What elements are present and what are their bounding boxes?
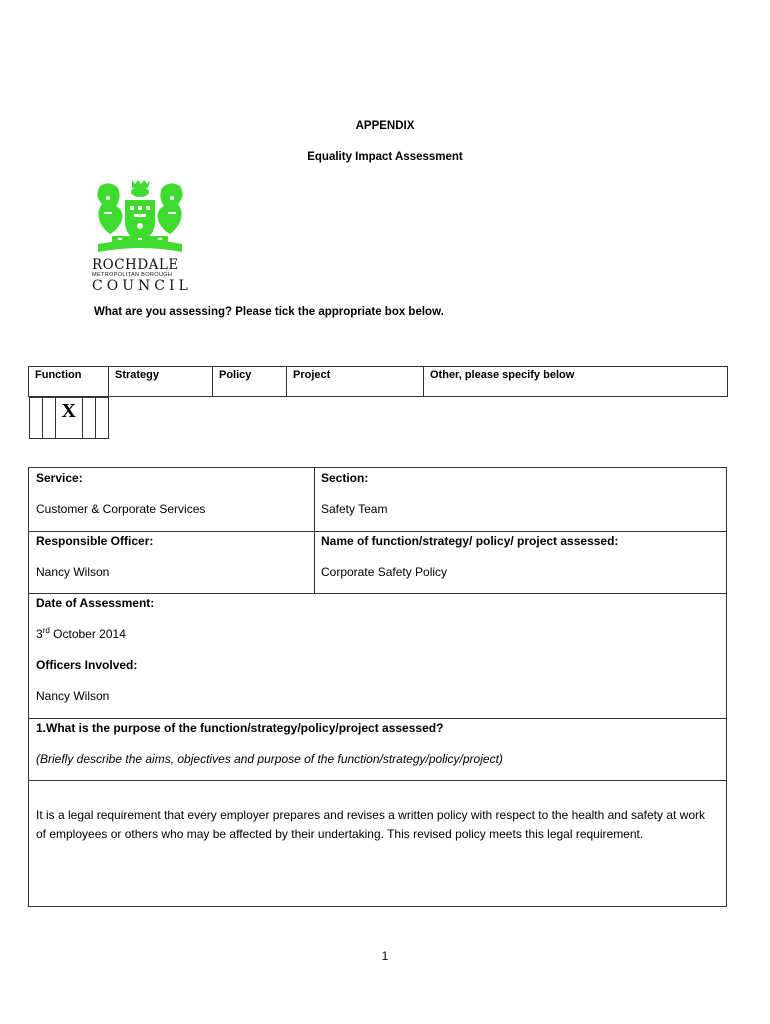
date-suffix: rd [42, 626, 50, 635]
officers-involved-label: Officers Involved: [36, 658, 138, 672]
appendix-heading: APPENDIX [355, 120, 415, 132]
divider [314, 468, 315, 593]
page-number: 1 [381, 949, 389, 963]
divider [29, 593, 726, 594]
purpose-answer[interactable]: It is a legal requirement that every employer prepares and revises a written policy with respect to the health and safety at work of employees or others who may be affected by their undertaking. This revised policy meets this legal requirement. [36, 808, 705, 841]
type-header-strategy: Strategy [109, 367, 213, 397]
assessed-name-label: Name of function/strategy/ policy/ project assessed: [321, 534, 619, 548]
type-box-strategy[interactable] [42, 398, 55, 439]
date-day: 3 [36, 627, 43, 641]
divider [29, 718, 726, 719]
type-box-policy[interactable] [55, 398, 82, 439]
tick-mark: X [61, 400, 76, 422]
divider [29, 531, 726, 532]
responsible-officer-label: Responsible Officer: [36, 534, 154, 548]
type-box-project[interactable] [82, 398, 95, 439]
type-header-function: Function [29, 367, 109, 397]
section-label: Section: [321, 471, 369, 485]
rochdale-council-logo [92, 178, 192, 294]
date-rest: October 2014 [49, 627, 126, 641]
service-label: Service: [36, 471, 83, 485]
assessment-type-table [28, 366, 728, 422]
purpose-hint: (Briefly describe the aims, objectives and purpose of the function/strategy/policy/project) [36, 752, 503, 766]
divider [29, 780, 726, 781]
type-box-other[interactable] [95, 398, 108, 439]
assessment-question: What are you assessing? Please tick the appropriate box below. [94, 306, 444, 318]
officers-involved-value[interactable]: Nancy Wilson [36, 689, 110, 703]
service-value[interactable]: Customer & Corporate Services [36, 502, 206, 516]
assessment-form [28, 467, 727, 907]
logo-word-council: COUNCIL [92, 278, 192, 294]
logo-word-metropolitan: METROPOLITAN BOROUGH [92, 272, 173, 278]
assessed-name-value[interactable]: Corporate Safety Policy [321, 565, 448, 579]
date-of-assessment-value[interactable] [36, 626, 126, 641]
type-header-project: Project [287, 367, 424, 397]
type-header-policy: Policy [213, 367, 287, 397]
logo-word-rochdale: ROCHDALE [92, 257, 179, 273]
section-value[interactable]: Safety Team [321, 502, 388, 516]
date-of-assessment-label: Date of Assessment: [36, 596, 155, 610]
responsible-officer-value[interactable]: Nancy Wilson [36, 565, 110, 579]
type-box-function[interactable] [29, 398, 42, 439]
purpose-question: 1.What is the purpose of the function/strategy/policy/project assessed? [36, 721, 444, 735]
coat-of-arms-icon [92, 178, 188, 258]
type-header-other: Other, please specify below [424, 367, 728, 397]
document-title: Equality Impact Assessment [307, 151, 463, 163]
